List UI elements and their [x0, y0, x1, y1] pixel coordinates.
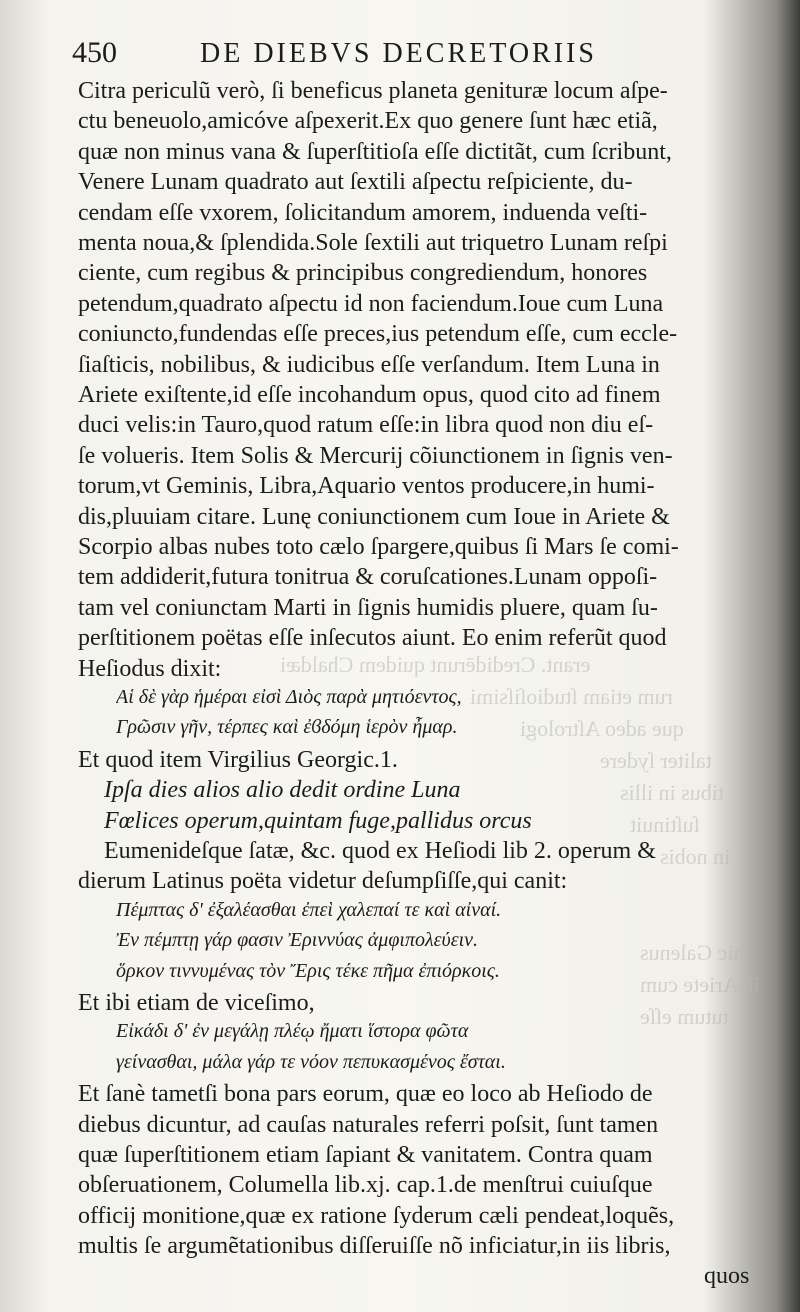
bleed-through-text: rum etiam ſtudioſiſsimi	[470, 684, 673, 709]
text-line: diebus dicuntur, ad cauſas naturales referri poſsit, ſunt tamen	[78, 1111, 659, 1138]
bleed-through-text: hic Galenus	[640, 940, 745, 965]
text-line: multis ſe argumẽtationibus diſſeruiſſe nõ inficiatur,in iis libris,	[78, 1233, 671, 1260]
folio-number: 450	[72, 36, 117, 69]
greek-verse-line: Πέμπτας δ' ἐξαλέασθαι ἐπεὶ χαλεπαί τε καὶ αἰναί.	[116, 898, 502, 921]
greek-verse-line: Αἱ δὲ γὰρ ἡμέραι εἰσὶ Διὸς παρὰ μητιόεντος,	[116, 686, 462, 708]
text-line: ſiaſticis, nobilibus, & iudicibus eſſe verſandum. Item Luna in	[78, 351, 660, 378]
text-line: menta noua,& ſplendida.Sole ſextili aut triquetro Lunam reſpi	[78, 230, 668, 256]
latin-verse-line: Ipſa dies alios alio dedit ordine Luna	[104, 777, 461, 804]
text-line: petendum,quadrato aſpectu id non faciendum.Ioue cum Luna	[78, 290, 664, 317]
text-line: dierum Latinus poëta videtur deſumpſiſſe,qui canit:	[78, 868, 568, 895]
bleed-through-text: que adeo Aſtrologi	[520, 716, 684, 741]
bleed-through-text: in nobis	[660, 844, 731, 869]
text-line: quæ ſuperſtitionem etiam ſapiant & vanitatem. Contra quam	[78, 1142, 653, 1168]
text-line: ſe volueris. Item Solis & Mercurij cõiunctionem in ſignis ven-	[78, 442, 673, 469]
greek-verse-line: Εἰκάδι δ' ἐν μεγάλῃ πλέῳ ἤματι ἵστορα φῶτα	[116, 1020, 469, 1043]
text-line: cendam eſſe vxorem, ſolicitandum amorem, induenda veſti-	[78, 199, 648, 226]
page-header	[72, 36, 692, 76]
text-line: dis,pluuiam citare. Lunę coniunctionem cum Ioue in Ariete &	[78, 503, 670, 530]
text-line: Et quod item Virgilius Georgic.1.	[78, 746, 398, 773]
bleed-through-text: tibus in illis	[620, 780, 724, 805]
text-line: quæ non minus vana & ſuperſtitioſa eſſe dictitãt, cum ſcribunt,	[78, 138, 672, 165]
text-line: torum,vt Geminis, Libra,Aquario ventos producere,in humi-	[78, 473, 655, 500]
text-line: Heſiodus dixit:	[78, 655, 222, 682]
text-line: Venere Lunam quadrato aut ſextili aſpectu reſpiciente, du-	[78, 169, 633, 196]
text-line: Citra periculũ verò, ſi beneficus planeta genituræ locum aſpe-	[78, 78, 668, 104]
text-line: Ariete exiſtente,id eſſe incohandum opus, quod cito ad finem	[78, 382, 661, 408]
text-line: duci velis:in Tauro,quod ratum eſſe:in libra quod non diu eſ-	[78, 412, 654, 439]
text-line: obſeruationem, Columella lib.xj. cap.1.de menſtrui cuiuſque	[78, 1172, 653, 1199]
greek-verse-line: Γρῶσιν γῆν, τέρπες καὶ ἐϐδόμη ἱερὸν ἦμαρ.	[116, 716, 458, 739]
text-line: perſtitionem poëtas eſſe inſecutos aiunt. Eo enim referũt quod	[78, 625, 667, 652]
text-line: Scorpio albas nubes toto cælo ſpargere,quibus ſi Mars ſe comi-	[78, 534, 679, 560]
text-line: ctu beneuolo,amicóve aſpexerit.Ex quo genere ſunt hæc etiã,	[78, 108, 658, 135]
catchword: quos	[704, 1263, 750, 1290]
latin-verse-line: Fœlices operum,quintam fuge,pallidus orcus	[104, 807, 532, 834]
bleed-through-text: in Ariete cum	[640, 972, 760, 997]
bleed-through-text: tutum eſſe	[640, 1004, 729, 1029]
text-line: Et ſanè tametſi bona pars eorum, quæ eo loco ab Heſiodo de	[78, 1081, 653, 1108]
text-line: officij monitione,quæ ex ratione ſyderum cæli pendeat,loquẽs,	[78, 1202, 675, 1229]
greek-verse-line: γείνασθαι, μάλα γάρ τε νόον πεπυκασμένος ἔσται.	[116, 1050, 506, 1073]
text-line: Et ibi etiam de viceſimo,	[78, 990, 315, 1016]
text-line: coniuncto,fundendas eſſe preces,ius petendum eſſe, cum eccle-	[78, 321, 678, 348]
greek-verse-line: Ἐν πέμπτῃ γάρ φασιν Ἐριννύας ἀμφιπολεύειν.	[116, 929, 479, 952]
running-title: DE DIEBVS DECRETORIIS	[200, 38, 597, 69]
bleed-through-text: taliter ſydere	[600, 748, 712, 773]
bleed-through-text: ſuſtinuit	[630, 812, 700, 837]
greek-verse-line: ὅρκον τιννυμένας τὸν Ἔρις τέκε πῆμα ἐπιόρκοις.	[116, 959, 500, 982]
bleed-through-text: erant. Credidērunt quidem Chaldæi	[280, 652, 591, 677]
text-line: ciente, cum regibus & principibus congrediendum, honores	[78, 260, 648, 287]
text-line: Eumenideſque ſatæ, &c. quod ex Heſiodi lib 2. operum &	[104, 838, 656, 864]
text-line: tam vel coniunctam Marti in ſignis humidis pluere, quam ſu-	[78, 594, 658, 621]
text-line: tem addiderit,futura tonitrua & coruſcationes.Lunam oppoſi-	[78, 564, 658, 591]
